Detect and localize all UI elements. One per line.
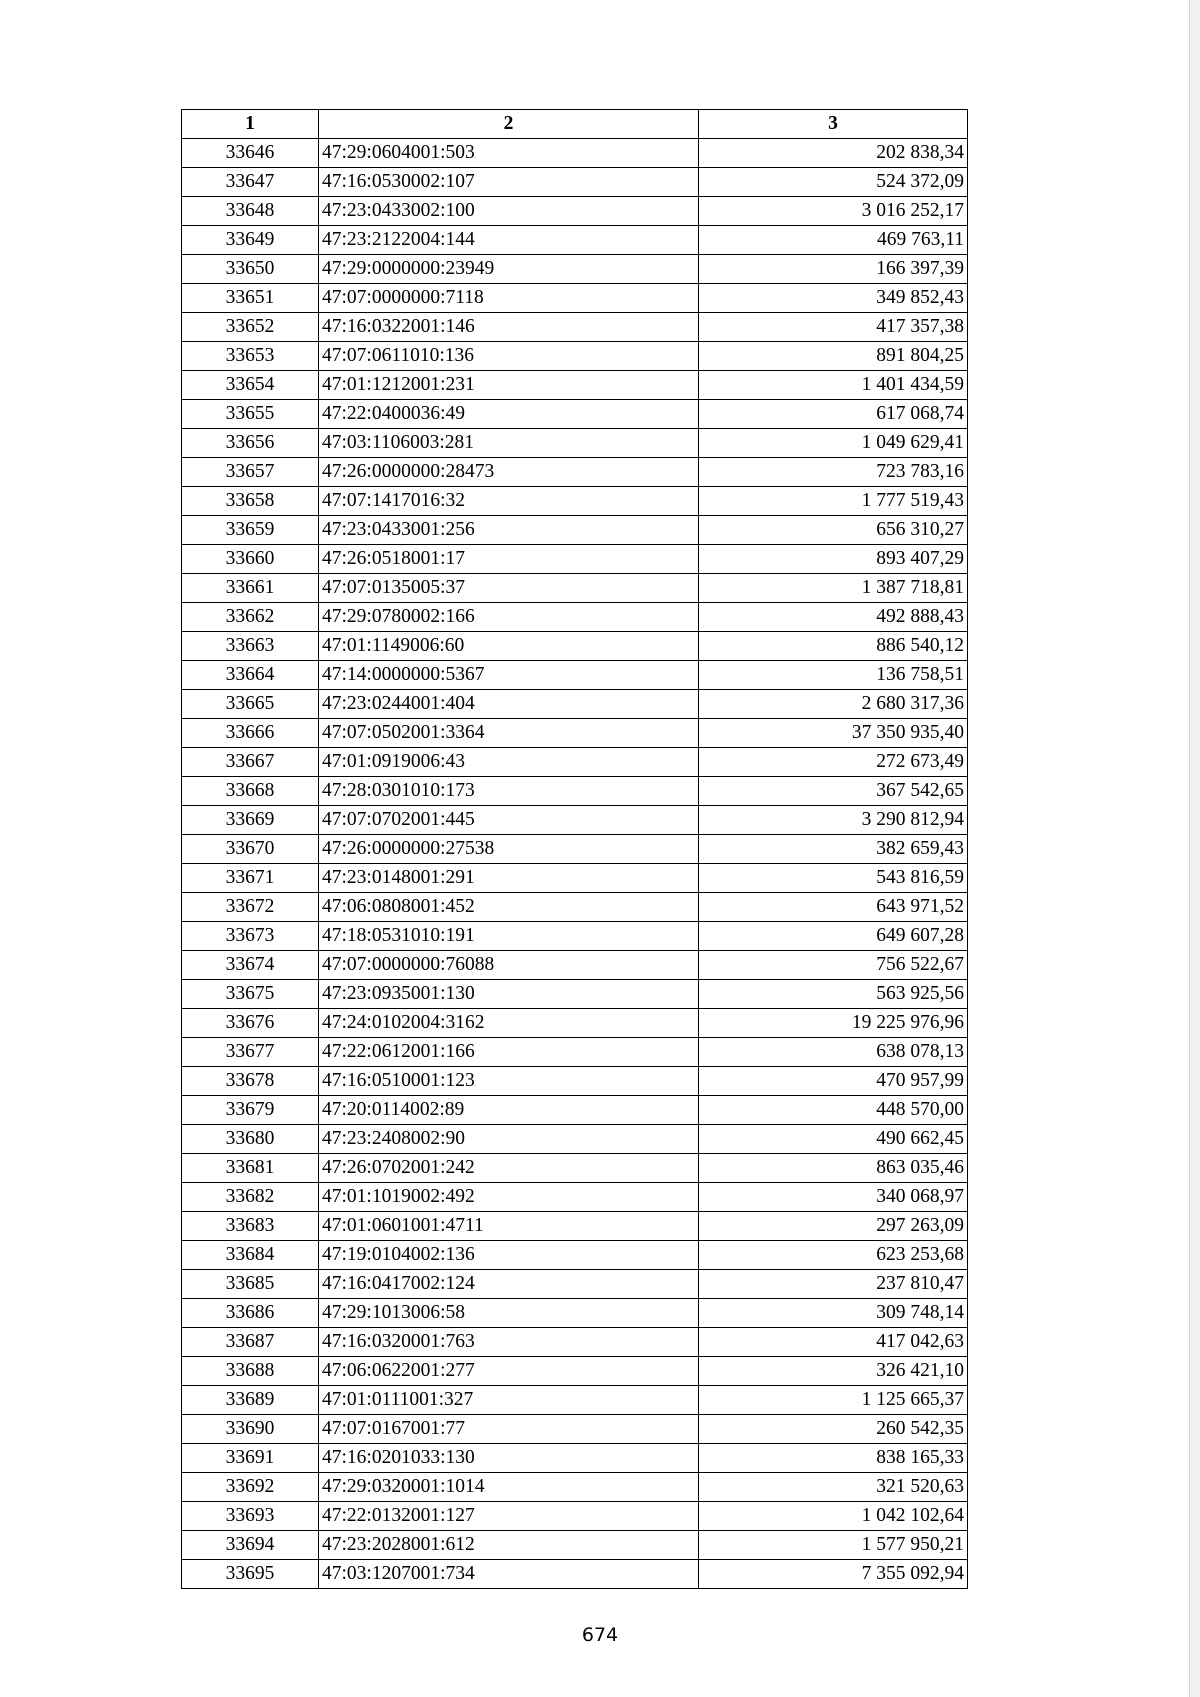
row-number: 33674 — [182, 951, 319, 980]
cadastral-number: 47:03:1207001:734 — [319, 1560, 699, 1589]
row-number: 33678 — [182, 1067, 319, 1096]
amount-value: 756 522,67 — [699, 951, 968, 980]
amount-value: 656 310,27 — [699, 516, 968, 545]
table-row — [182, 545, 968, 574]
cadastral-number: 47:23:0148001:291 — [319, 864, 699, 893]
row-number: 33687 — [182, 1328, 319, 1357]
row-number: 33670 — [182, 835, 319, 864]
cadastral-number: 47:29:0780002:166 — [319, 603, 699, 632]
amount-value: 448 570,00 — [699, 1096, 968, 1125]
row-number: 33673 — [182, 922, 319, 951]
cadastral-number: 47:07:0000000:7118 — [319, 284, 699, 313]
amount-value: 19 225 976,96 — [699, 1009, 968, 1038]
cadastral-number: 47:07:0502001:3364 — [319, 719, 699, 748]
amount-value: 3 290 812,94 — [699, 806, 968, 835]
amount-value: 1 401 434,59 — [699, 371, 968, 400]
table-row — [182, 226, 968, 255]
amount-value: 417 042,63 — [699, 1328, 968, 1357]
table-row — [182, 516, 968, 545]
table-row — [182, 313, 968, 342]
row-number: 33652 — [182, 313, 319, 342]
table-row — [182, 806, 968, 835]
cadastral-number: 47:26:0702001:242 — [319, 1154, 699, 1183]
amount-value: 382 659,43 — [699, 835, 968, 864]
row-number: 33695 — [182, 1560, 319, 1589]
cadastral-number: 47:07:1417016:32 — [319, 487, 699, 516]
row-number: 33653 — [182, 342, 319, 371]
cadastral-number: 47:07:0135005:37 — [319, 574, 699, 603]
row-number: 33649 — [182, 226, 319, 255]
table-row — [182, 1299, 968, 1328]
row-number: 33648 — [182, 197, 319, 226]
row-number: 33666 — [182, 719, 319, 748]
table-row — [182, 1473, 968, 1502]
table-row — [182, 1531, 968, 1560]
table-row — [182, 1125, 968, 1154]
amount-value: 1 777 519,43 — [699, 487, 968, 516]
row-number: 33660 — [182, 545, 319, 574]
cadastral-number: 47:23:0433002:100 — [319, 197, 699, 226]
cadastral-number: 47:26:0000000:28473 — [319, 458, 699, 487]
row-number: 33650 — [182, 255, 319, 284]
row-number: 33690 — [182, 1415, 319, 1444]
table-row — [182, 748, 968, 777]
cadastral-number: 47:22:0400036:49 — [319, 400, 699, 429]
row-number: 33647 — [182, 168, 319, 197]
row-number: 33685 — [182, 1270, 319, 1299]
amount-value: 470 957,99 — [699, 1067, 968, 1096]
row-number: 33665 — [182, 690, 319, 719]
header-col-2: 2 — [319, 110, 699, 139]
cadastral-number: 47:28:0301010:173 — [319, 777, 699, 806]
cadastral-number: 47:23:0935001:130 — [319, 980, 699, 1009]
amount-value: 202 838,34 — [699, 139, 968, 168]
amount-value: 340 068,97 — [699, 1183, 968, 1212]
row-number: 33679 — [182, 1096, 319, 1125]
row-number: 33655 — [182, 400, 319, 429]
table-row — [182, 719, 968, 748]
cadastral-number: 47:23:0433001:256 — [319, 516, 699, 545]
cadastral-number: 47:29:0604001:503 — [319, 139, 699, 168]
row-number: 33656 — [182, 429, 319, 458]
row-number: 33682 — [182, 1183, 319, 1212]
table-row — [182, 690, 968, 719]
table-row — [182, 951, 968, 980]
header-col-3: 3 — [699, 110, 968, 139]
cadastral-number: 47:23:0244001:404 — [319, 690, 699, 719]
table-body — [182, 139, 968, 1589]
amount-value: 863 035,46 — [699, 1154, 968, 1183]
table-row — [182, 197, 968, 226]
table-row — [182, 574, 968, 603]
table-row — [182, 777, 968, 806]
row-number: 33651 — [182, 284, 319, 313]
row-number: 33691 — [182, 1444, 319, 1473]
row-number: 33667 — [182, 748, 319, 777]
table-row — [182, 835, 968, 864]
cadastral-number: 47:07:0000000:76088 — [319, 951, 699, 980]
amount-value: 617 068,74 — [699, 400, 968, 429]
cadastral-number: 47:16:0322001:146 — [319, 313, 699, 342]
amount-value: 891 804,25 — [699, 342, 968, 371]
amount-value: 349 852,43 — [699, 284, 968, 313]
row-number: 33683 — [182, 1212, 319, 1241]
amount-value: 1 387 718,81 — [699, 574, 968, 603]
table-row — [182, 1038, 968, 1067]
cadastral-number: 47:19:0104002:136 — [319, 1241, 699, 1270]
row-number: 33663 — [182, 632, 319, 661]
row-number: 33661 — [182, 574, 319, 603]
row-number: 33664 — [182, 661, 319, 690]
row-number: 33646 — [182, 139, 319, 168]
cadastral-number: 47:07:0611010:136 — [319, 342, 699, 371]
table-row — [182, 1183, 968, 1212]
cadastral-number: 47:16:0320001:763 — [319, 1328, 699, 1357]
amount-value: 1 042 102,64 — [699, 1502, 968, 1531]
amount-value: 367 542,65 — [699, 777, 968, 806]
cadastral-number: 47:23:2122004:144 — [319, 226, 699, 255]
amount-value: 838 165,33 — [699, 1444, 968, 1473]
row-number: 33654 — [182, 371, 319, 400]
cadastral-number: 47:20:0114002:89 — [319, 1096, 699, 1125]
amount-value: 543 816,59 — [699, 864, 968, 893]
table-row — [182, 1560, 968, 1589]
table-row — [182, 371, 968, 400]
table-row — [182, 168, 968, 197]
table-row — [182, 1270, 968, 1299]
cadastral-number: 47:01:1149006:60 — [319, 632, 699, 661]
amount-value: 490 662,45 — [699, 1125, 968, 1154]
table-row — [182, 1212, 968, 1241]
table-row — [182, 1009, 968, 1038]
amount-value: 886 540,12 — [699, 632, 968, 661]
amount-value: 638 078,13 — [699, 1038, 968, 1067]
page-number: 674 — [581, 1624, 619, 1646]
cadastral-number: 47:23:2408002:90 — [319, 1125, 699, 1154]
table-row — [182, 487, 968, 516]
cadastral-number: 47:16:0201033:130 — [319, 1444, 699, 1473]
amount-value: 649 607,28 — [699, 922, 968, 951]
amount-value: 492 888,43 — [699, 603, 968, 632]
cadastral-number: 47:29:0000000:23949 — [319, 255, 699, 284]
row-number: 33684 — [182, 1241, 319, 1270]
amount-value: 2 680 317,36 — [699, 690, 968, 719]
table-row — [182, 1357, 968, 1386]
row-number: 33659 — [182, 516, 319, 545]
amount-value: 3 016 252,17 — [699, 197, 968, 226]
table-row — [182, 139, 968, 168]
table-row — [182, 603, 968, 632]
cadastral-number: 47:26:0000000:27538 — [319, 835, 699, 864]
table-row — [182, 284, 968, 313]
row-number: 33680 — [182, 1125, 319, 1154]
table-row — [182, 429, 968, 458]
cadastral-number: 47:03:1106003:281 — [319, 429, 699, 458]
amount-value: 623 253,68 — [699, 1241, 968, 1270]
table-row — [182, 864, 968, 893]
table-row — [182, 255, 968, 284]
cadastral-number: 47:22:0612001:166 — [319, 1038, 699, 1067]
amount-value: 1 577 950,21 — [699, 1531, 968, 1560]
table-row — [182, 1241, 968, 1270]
amount-value: 7 355 092,94 — [699, 1560, 968, 1589]
page-edge-strip — [1189, 0, 1200, 1697]
cadastral-number: 47:22:0132001:127 — [319, 1502, 699, 1531]
table-row — [182, 922, 968, 951]
row-number: 33657 — [182, 458, 319, 487]
row-number: 33689 — [182, 1386, 319, 1415]
amount-value: 166 397,39 — [699, 255, 968, 284]
cadastral-number: 47:01:0601001:4711 — [319, 1212, 699, 1241]
table-row — [182, 980, 968, 1009]
cadastral-number: 47:26:0518001:17 — [319, 545, 699, 574]
amount-value: 643 971,52 — [699, 893, 968, 922]
data-table — [181, 109, 968, 1589]
table-row — [182, 1154, 968, 1183]
cadastral-number: 47:01:1212001:231 — [319, 371, 699, 400]
amount-value: 309 748,14 — [699, 1299, 968, 1328]
row-number: 33658 — [182, 487, 319, 516]
amount-value: 37 350 935,40 — [699, 719, 968, 748]
amount-value: 563 925,56 — [699, 980, 968, 1009]
row-number: 33688 — [182, 1357, 319, 1386]
cadastral-number: 47:01:1019002:492 — [319, 1183, 699, 1212]
amount-value: 417 357,38 — [699, 313, 968, 342]
cadastral-number: 47:06:0622001:277 — [319, 1357, 699, 1386]
table-header — [182, 110, 968, 139]
amount-value: 321 520,63 — [699, 1473, 968, 1502]
table-row — [182, 342, 968, 371]
row-number: 33681 — [182, 1154, 319, 1183]
cadastral-number: 47:16:0530002:107 — [319, 168, 699, 197]
amount-value: 1 049 629,41 — [699, 429, 968, 458]
row-number: 33677 — [182, 1038, 319, 1067]
amount-value: 297 263,09 — [699, 1212, 968, 1241]
table-row — [182, 458, 968, 487]
cadastral-number: 47:14:0000000:5367 — [319, 661, 699, 690]
cadastral-number: 47:29:1013006:58 — [319, 1299, 699, 1328]
cadastral-number: 47:18:0531010:191 — [319, 922, 699, 951]
cadastral-number: 47:01:0919006:43 — [319, 748, 699, 777]
table-row — [182, 1415, 968, 1444]
cadastral-number: 47:07:0167001:77 — [319, 1415, 699, 1444]
amount-value: 272 673,49 — [699, 748, 968, 777]
table-row — [182, 400, 968, 429]
row-number: 33662 — [182, 603, 319, 632]
table-row — [182, 1444, 968, 1473]
row-number: 33668 — [182, 777, 319, 806]
amount-value: 260 542,35 — [699, 1415, 968, 1444]
cadastral-number: 47:29:0320001:1014 — [319, 1473, 699, 1502]
cadastral-number: 47:06:0808001:452 — [319, 893, 699, 922]
cadastral-number: 47:23:2028001:612 — [319, 1531, 699, 1560]
amount-value: 326 421,10 — [699, 1357, 968, 1386]
row-number: 33693 — [182, 1502, 319, 1531]
header-col-1: 1 — [182, 110, 319, 139]
table-row — [182, 1328, 968, 1357]
row-number: 33675 — [182, 980, 319, 1009]
row-number: 33676 — [182, 1009, 319, 1038]
cadastral-number: 47:07:0702001:445 — [319, 806, 699, 835]
table-row — [182, 1386, 968, 1415]
header-row — [182, 110, 968, 139]
amount-value: 524 372,09 — [699, 168, 968, 197]
row-number: 33692 — [182, 1473, 319, 1502]
cadastral-number: 47:24:0102004:3162 — [319, 1009, 699, 1038]
amount-value: 237 810,47 — [699, 1270, 968, 1299]
row-number: 33671 — [182, 864, 319, 893]
table-row — [182, 1067, 968, 1096]
amount-value: 723 783,16 — [699, 458, 968, 487]
cadastral-number: 47:16:0417002:124 — [319, 1270, 699, 1299]
table-row — [182, 661, 968, 690]
amount-value: 893 407,29 — [699, 545, 968, 574]
cadastral-number: 47:16:0510001:123 — [319, 1067, 699, 1096]
amount-value: 469 763,11 — [699, 226, 968, 255]
row-number: 33686 — [182, 1299, 319, 1328]
table-row — [182, 893, 968, 922]
row-number: 33669 — [182, 806, 319, 835]
cadastral-number: 47:01:0111001:327 — [319, 1386, 699, 1415]
amount-value: 136 758,51 — [699, 661, 968, 690]
amount-value: 1 125 665,37 — [699, 1386, 968, 1415]
table-row — [182, 632, 968, 661]
table-row — [182, 1096, 968, 1125]
table-row — [182, 1502, 968, 1531]
row-number: 33672 — [182, 893, 319, 922]
row-number: 33694 — [182, 1531, 319, 1560]
